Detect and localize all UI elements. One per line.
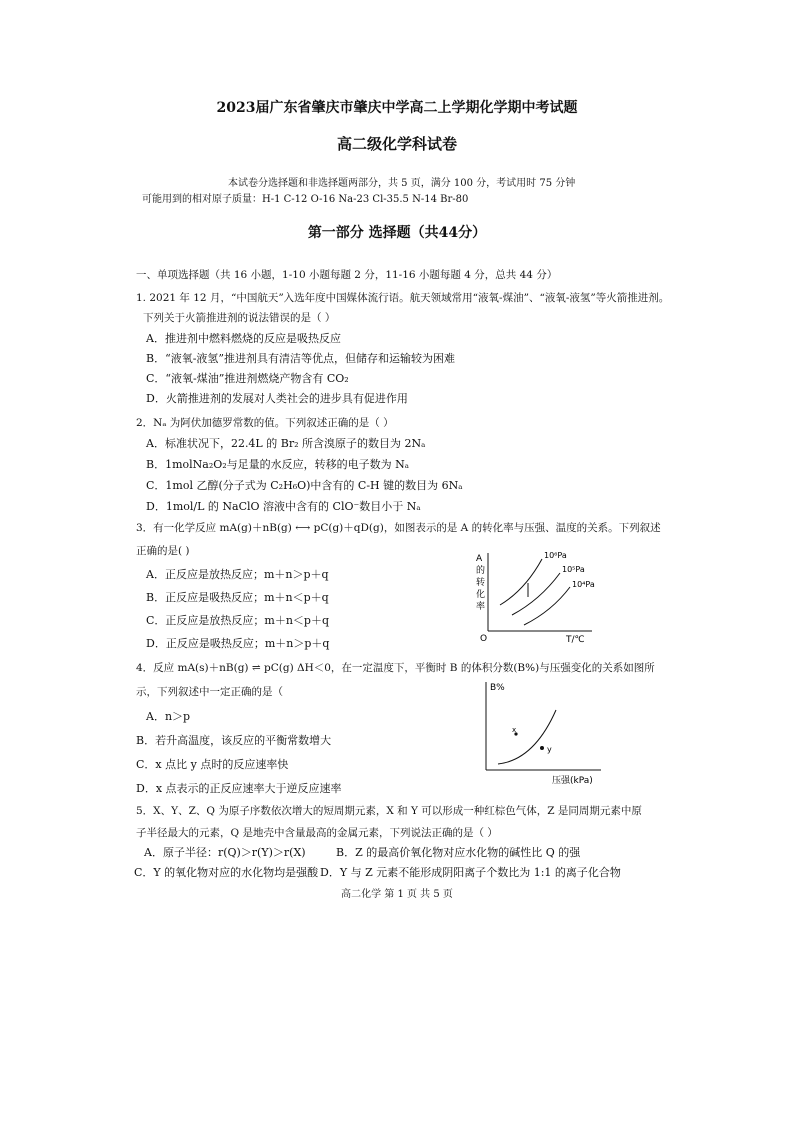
q1-option-c: C．“液氧-煤油”推进剂燃烧产物含有 CO₂	[146, 372, 349, 385]
q4-option-a: A．n＞p	[146, 710, 191, 723]
q1-option-b: B．“液氧-液氢”推进剂具有清洁等优点，但储存和运输较为困难	[146, 352, 456, 365]
q3-curve-3-label: 10⁴Pa	[572, 580, 595, 589]
q3-curve-2	[512, 573, 560, 615]
q4-option-d: D．x 点表示的正反应速率大于逆反应速率	[136, 782, 342, 795]
q3-curve-3	[524, 587, 570, 625]
page-footer: 高二化学 第 1 页 共 5 页	[341, 889, 453, 900]
part-one-title: 第一部分 选择题（共44分）	[307, 225, 487, 241]
q3-curve-2-label: 10⁵Pa	[562, 565, 585, 574]
q4-point-y-label: y	[547, 745, 552, 754]
exam-intro: 本试卷分选择题和非选择题两部分，共 5 页，满分 100 分，考试用时 75 分钟	[228, 178, 576, 189]
q1-option-a: A．推进剂中燃料燃烧的反应是吸热反应	[146, 332, 341, 345]
q4-ylabel: B%	[490, 683, 505, 693]
exam-subtitle: 高二级化学科试卷	[336, 135, 457, 153]
q2-stem: 2．Nₐ 为阿伏加德罗常数的值。下列叙述正确的是（ ）	[136, 417, 394, 429]
q3-ylabel-char-5: 率	[476, 602, 486, 612]
q5-option-b: B．Z 的最高价氧化物对应水化物的碱性比 Q 的强	[336, 846, 581, 859]
q2-option-c: C．1mol 乙醇(分子式为 C₂H₆O)中含有的 C-H 键的数目为 6Nₐ	[146, 479, 463, 492]
q1-option-d: D．火箭推进剂的发展对人类社会的进步具有促进作用	[146, 392, 408, 405]
q4-point-y	[540, 746, 544, 750]
q4-curve	[498, 710, 556, 764]
section-title: 一、单项选择题（共 16 小题，1-10 小题每题 2 分，11-16 小题每题 4 分，总共 44 分）	[136, 269, 558, 281]
atomic-masses: 可能用到的相对原子质量：H-1 C-12 O-16 Na-23 Cl-35.5 N-14 Br-80	[142, 194, 469, 205]
q2-option-d: D．1mol/L 的 NaClO 溶液中含有的 ClO⁻数目小于 Nₐ	[146, 500, 421, 513]
q4-option-c: C．x 点比 y 点时的反应速率快	[136, 758, 289, 771]
q5-option-d: D．Y 与 Z 元素不能形成阴阳离子个数比为 1:1 的离子化合物	[320, 866, 621, 879]
q2-option-b: B．1molNa₂O₂与足量的水反应，转移的电子数为 Nₐ	[146, 458, 410, 471]
q4-stem-line2: 示，下列叙述中一定正确的是（	[136, 686, 283, 698]
q3-curve-1	[500, 559, 542, 605]
q3-ylabel-char-1: A	[476, 554, 483, 564]
q5-stem-line2: 子半径最大的元素，Q 是地壳中含量最高的金属元素，下列说法正确的是（ ）	[136, 827, 498, 839]
q3-option-c: C．正反应是放热反应；m＋n＜p＋q	[146, 614, 330, 627]
q3-ylabel-char-3: 转	[476, 578, 486, 588]
q5-stem-line1: 5．X、Y、Z、Q 为原子序数依次增大的短周期元素，X 和 Y 可以形成一种红棕色气体，Z 是同周期元素中原	[136, 805, 642, 817]
q3-origin-label: O	[480, 634, 488, 644]
q3-ylabel-char-2: 的	[476, 566, 486, 576]
q4-option-b: B．若升高温度，该反应的平衡常数增大	[136, 734, 332, 747]
q3-graph	[470, 545, 600, 645]
q3-option-b: B．正反应是吸热反应；m＋n＜p＋q	[146, 591, 329, 604]
q3-ylabel-char-4: 化	[476, 590, 486, 600]
q3-stem-line1: 3．有一化学反应 mA(g)＋nB(g) ⟷ pC(g)＋qD(g)，如图表示的是 A 的转化率与压强、温度的关系。下列叙述	[136, 522, 661, 534]
q1-stem-line2: 下列关于火箭推进剂的说法错误的是（ ）	[143, 312, 336, 324]
q5-option-a: A．原子半径：r(Q)＞r(Y)＞r(X)	[144, 846, 306, 859]
q3-option-d: D．正反应是吸热反应；m＋n＞p＋q	[146, 637, 330, 650]
q4-point-x-label: x	[512, 726, 517, 734]
q4-xlabel: 压强(kPa)	[552, 776, 593, 786]
q2-option-a: A．标准状况下，22.4L 的 Br₂ 所含溴原子的数目为 2Nₐ	[146, 437, 426, 450]
q5-option-c: C．Y 的氧化物对应的水化物均是强酸	[134, 866, 319, 879]
q3-xlabel: T/℃	[566, 635, 585, 645]
exam-title: 2023届广东省肇庆市肇庆中学高二上学期化学期中考试题	[216, 100, 578, 116]
q3-stem-line2: 正确的是( )	[136, 545, 190, 557]
q3-curve-1-label: 10⁶Pa	[544, 551, 567, 560]
q4-stem-line1: 4．反应 mA(s)＋nB(g) ⇌ pC(g) ΔH＜0，在一定温度下，平衡时 B 的体积分数(B%)与压强变化的关系如图所	[136, 662, 655, 674]
q3-option-a: A．正反应是放热反应；m＋n＞p＋q	[146, 568, 329, 581]
q4-graph	[476, 676, 626, 788]
q1-stem-line1: 1. 2021 年 12 月，“中国航天”入选年度中国媒体流行语。航天领域常用“液氧-煤油”、“液氧-液氢”等火箭推进剂。	[136, 292, 670, 304]
